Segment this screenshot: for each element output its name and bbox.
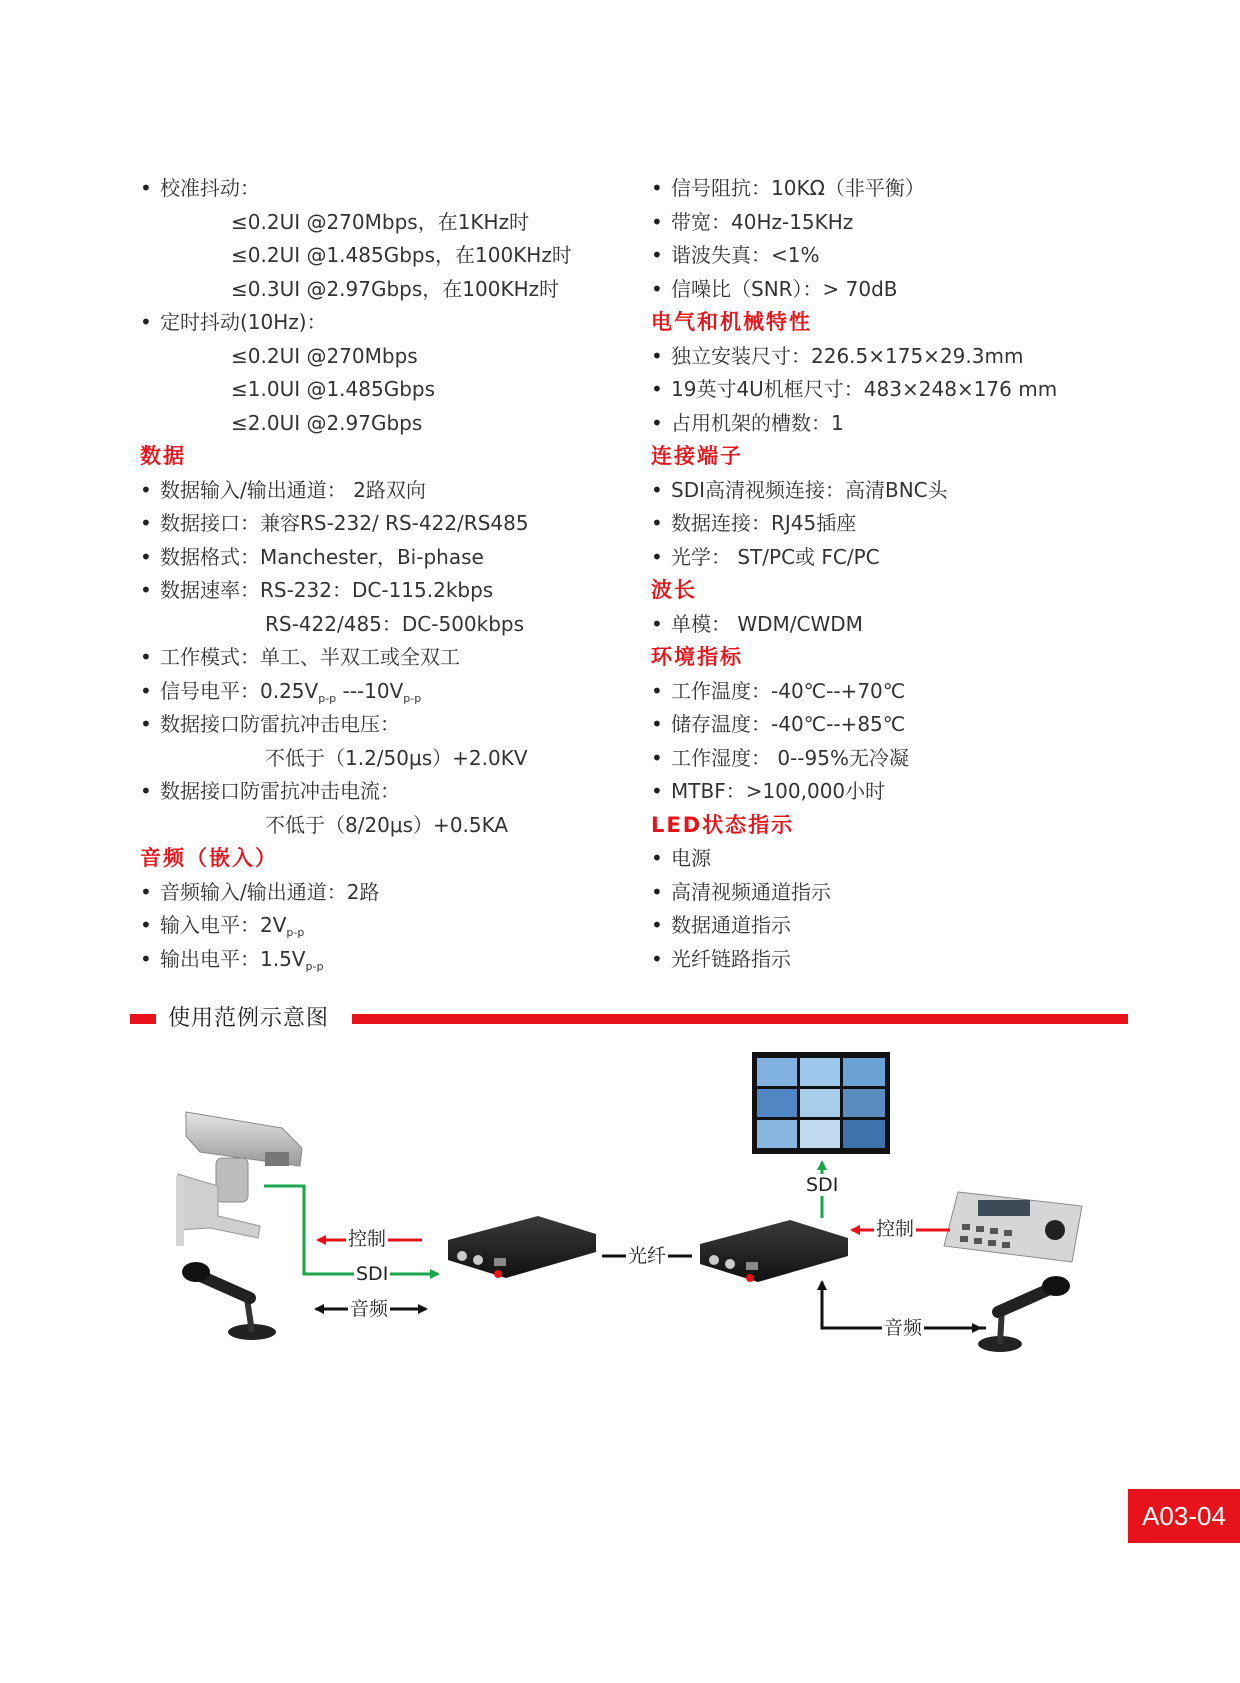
spec-item (651, 239, 1171, 273)
spec-text: ≤2.0UI @2.97Gbps (231, 410, 423, 435)
banner-left-bar (130, 1014, 156, 1024)
spec-text: ≤0.2UI @270Mbps，在1KHz时 (231, 209, 530, 234)
camera-icon (176, 1112, 302, 1246)
spec-item (651, 775, 1171, 809)
spec-item (140, 876, 640, 910)
spec-text: ≤0.2UI @1.485Gbps，在100KHz时 (231, 243, 572, 267)
fiber-converter-right (700, 1220, 848, 1282)
label-control-left: 控制 (348, 1228, 387, 1250)
section-heading (140, 842, 640, 876)
spec-item (140, 943, 640, 977)
spec-text: 带宽：40Hz-15KHz (671, 209, 854, 234)
video-wall-icon (752, 1052, 890, 1154)
spec-text: 音频（嵌入） (140, 846, 278, 870)
spec-text: LED状态指示 (651, 812, 795, 837)
spec-item (651, 608, 1171, 642)
spec-text: 独立安装尺寸：226.5×175×29.3mm (671, 343, 1024, 368)
spec-text: 单模： WDM/CWDM (671, 611, 863, 636)
spec-text: 数据速率：RS-232：DC-115.2kbps (160, 578, 494, 602)
spec-item (651, 909, 1171, 943)
spec-text: 工作模式：单工、半双工或全双工 (160, 645, 460, 669)
label-sdi-right: SDI (806, 1174, 839, 1196)
section-heading (651, 574, 1171, 608)
spec-text: ≤0.2UI @270Mbps (231, 343, 418, 368)
unit-subscript: p-p (403, 691, 422, 705)
spec-text: 高清视频通道指示 (671, 879, 831, 904)
spec-item (140, 909, 640, 943)
label-audio-left: 音频 (350, 1298, 389, 1320)
spec-text: 电气和机械特性 (651, 310, 812, 334)
spec-subitem (140, 809, 640, 843)
unit-subscript: p-p (318, 691, 337, 705)
label-control-right: 控制 (876, 1218, 915, 1240)
spec-text: 工作温度：-40℃--+70℃ (671, 678, 906, 703)
banner-right-bar (352, 1014, 1128, 1024)
spec-item (651, 273, 1171, 307)
spec-text: 光学： ST/PC或 FC/PC (671, 544, 880, 569)
spec-item (651, 507, 1171, 541)
spec-item (651, 742, 1171, 776)
spec-text: 占用机架的槽数：1 (671, 410, 844, 435)
section-heading (140, 440, 640, 474)
spec-text: 不低于（1.2/50μs）+2.0KV (265, 745, 528, 770)
spec-text: 定时抖动(10Hz)： (160, 310, 327, 334)
spec-text: 数据接口防雷抗冲击电流： (160, 779, 400, 803)
usage-diagram (0, 1040, 1240, 1380)
spec-text: 19英寸4U机框尺寸：483×248×176 mm (671, 377, 1058, 401)
spec-text: 不低于（8/20μs）+0.5KA (265, 812, 509, 837)
page-number-badge: A03-04 (1128, 1489, 1240, 1543)
section-heading (651, 641, 1171, 675)
spec-subitem (140, 239, 640, 273)
spec-text: 数据通道指示 (671, 913, 791, 937)
spec-text: 音频输入/输出通道：2路 (160, 879, 380, 904)
label-fiber: 光纤 (628, 1245, 667, 1267)
section-heading (651, 809, 1171, 843)
spec-subitem (140, 206, 640, 240)
spec-subitem (140, 340, 640, 374)
spec-text: 连接端子 (651, 444, 743, 468)
spec-item (651, 541, 1171, 575)
spec-item (140, 541, 640, 575)
spec-item (140, 675, 640, 709)
microphone-icon-left (182, 1262, 276, 1340)
spec-item (651, 407, 1171, 441)
spec-column-right (651, 172, 1171, 976)
spec-item (651, 708, 1171, 742)
keyboard-controller-icon (944, 1192, 1082, 1262)
spec-text: 输入电平：2V (160, 913, 287, 937)
spec-text: 数据输入/输出通道： 2路双向 (160, 477, 426, 502)
label-sdi-left: SDI (356, 1263, 389, 1285)
spec-text: 谐波失真：<1% (671, 243, 820, 267)
spec-column-left (140, 172, 640, 976)
spec-text: 储存温度：-40℃--+85℃ (671, 712, 906, 736)
section-heading (651, 440, 1171, 474)
spec-text: 信号电平：0.25V (160, 678, 319, 703)
spec-text: 数据接口防雷抗冲击电压： (160, 712, 400, 736)
spec-item (651, 876, 1171, 910)
section-banner (130, 1002, 1128, 1036)
spec-text: 波长 (651, 578, 697, 602)
spec-item (651, 373, 1171, 407)
spec-subitem (140, 373, 640, 407)
fiber-converter-left (448, 1216, 596, 1278)
spec-item (651, 943, 1171, 977)
spec-text: 校准抖动： (160, 176, 260, 200)
spec-text: 输出电平：1.5V (160, 946, 306, 971)
spec-text: 环境指标 (651, 645, 743, 669)
spec-item (651, 474, 1171, 508)
spec-item (651, 340, 1171, 374)
spec-text: 工作湿度： 0--95%无冷凝 (671, 745, 909, 770)
spec-text: 光纤链路指示 (671, 946, 791, 971)
spec-item (651, 206, 1171, 240)
spec-text: 信号阻抗：10KΩ（非平衡） (671, 176, 925, 200)
spec-item (140, 507, 640, 541)
label-audio-right: 音频 (884, 1317, 923, 1339)
spec-subitem (140, 273, 640, 307)
spec-text: ≤0.3UI @2.97Gbps，在100KHz时 (231, 276, 560, 301)
spec-item (140, 172, 640, 206)
microphone-icon-right (978, 1276, 1070, 1352)
spec-item (651, 675, 1171, 709)
spec-text: ≤1.0UI @1.485Gbps (231, 377, 436, 401)
spec-item (140, 641, 640, 675)
spec-text: 电源 (671, 846, 711, 870)
spec-text: 数据接口：兼容RS-232/ RS-422/RS485 (160, 511, 529, 535)
spec-text: SDI高清视频连接：高清BNC头 (671, 477, 948, 502)
spec-item (140, 775, 640, 809)
spec-text: RS-422/485：DC-500kbps (265, 611, 525, 636)
banner-title: 使用范例示意图 (168, 1006, 330, 1031)
spec-item (140, 708, 640, 742)
spec-subitem (140, 742, 640, 776)
spec-subitem (140, 407, 640, 441)
spec-item (651, 842, 1171, 876)
spec-text: ---10V (336, 678, 404, 703)
section-heading (651, 306, 1171, 340)
spec-text: 数据连接：RJ45插座 (671, 511, 857, 535)
unit-subscript: p-p (305, 959, 324, 973)
unit-subscript: p-p (286, 926, 305, 939)
spec-item (140, 574, 640, 608)
spec-text: MTBF：>100,000小时 (671, 779, 886, 803)
spec-item (140, 306, 640, 340)
spec-text: 数据格式：Manchester，Bi-phase (160, 544, 484, 569)
spec-text: 信噪比（SNR）：> 70dB (671, 276, 898, 301)
spec-item (651, 172, 1171, 206)
spec-item (140, 474, 640, 508)
spec-text: 数据 (140, 444, 186, 468)
spec-subitem (140, 608, 640, 642)
diagram-graphics (0, 1040, 1240, 1380)
